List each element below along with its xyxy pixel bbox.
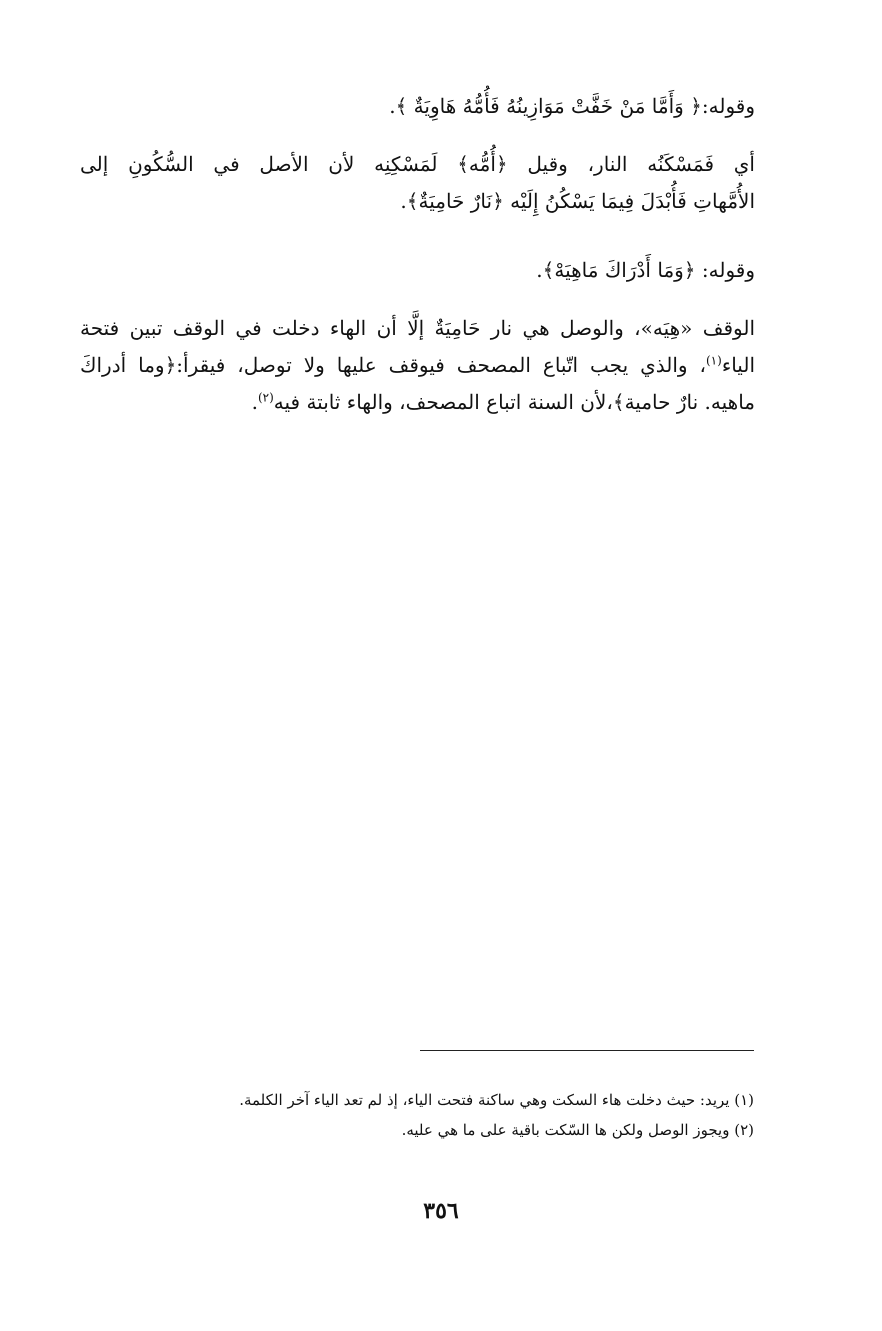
footnote-2: (٢) ويجوز الوصل ولكن ها السّكت باقية على ما هي عليه. [401, 1121, 754, 1139]
footnote-divider [420, 1050, 754, 1051]
paragraph-2 [80, 310, 755, 421]
paragraph-2-part-3: . [251, 390, 258, 414]
paragraph-1 [80, 146, 755, 220]
paragraph-2-part-1: الوقف «هِيَه»، والوصل هي نار حَامِيَةٌ إلَّا أن الهاء دخلت في الوقف تبين فتحة الياء [80, 316, 755, 377]
paragraph-1-line-2: الأُمَّهاتِ فَأُبْدَلَ فِيمَا يَسْكُنُ إِلَيْه ﴿نَارٌ حَامِيَةٌ﴾. [400, 189, 755, 213]
paragraph-2-text [80, 310, 755, 421]
quran-verse-line-2: وقوله: ﴿وَمَا أَدْرَاكَ مَاهِيَهْ﴾. [536, 258, 755, 282]
footnote-ref-2[interactable]: (٢) [257, 390, 274, 405]
page-number: ٣٥٦ [423, 1198, 459, 1224]
footnote-ref-1[interactable]: (١) [705, 353, 722, 368]
paragraph-2-part-2: ، والذي يجب اتّباع المصحف فيوقف عليها ولا توصل، فيقرأ:﴿وما أدراكَ ماهيه. نارٌ حامية﴾،لأن السنة اتباع المصحف، والهاء ثابتة فيه [80, 353, 755, 414]
paragraph-1-line-1: أي فَمَسْكَنُه النار، وقيل ﴿أُمُّه﴾ لَمَسْكِنِه لأن الأصل في السُّكُونِ إلى [80, 152, 755, 176]
quran-verse-line-1: وقوله:﴿ وَأَمَّا مَنْ خَفَّتْ مَوَازِينُهُ فَأُمُّهُ هَاوِيَةٌ ﴾. [389, 94, 755, 118]
footnote-1: (١) يريد: حيث دخلت هاء السكت وهي ساكنة فتحت الياء، إذ لم تعد الياء آخر الكلمة. [239, 1091, 754, 1109]
footnotes [120, 1085, 754, 1145]
